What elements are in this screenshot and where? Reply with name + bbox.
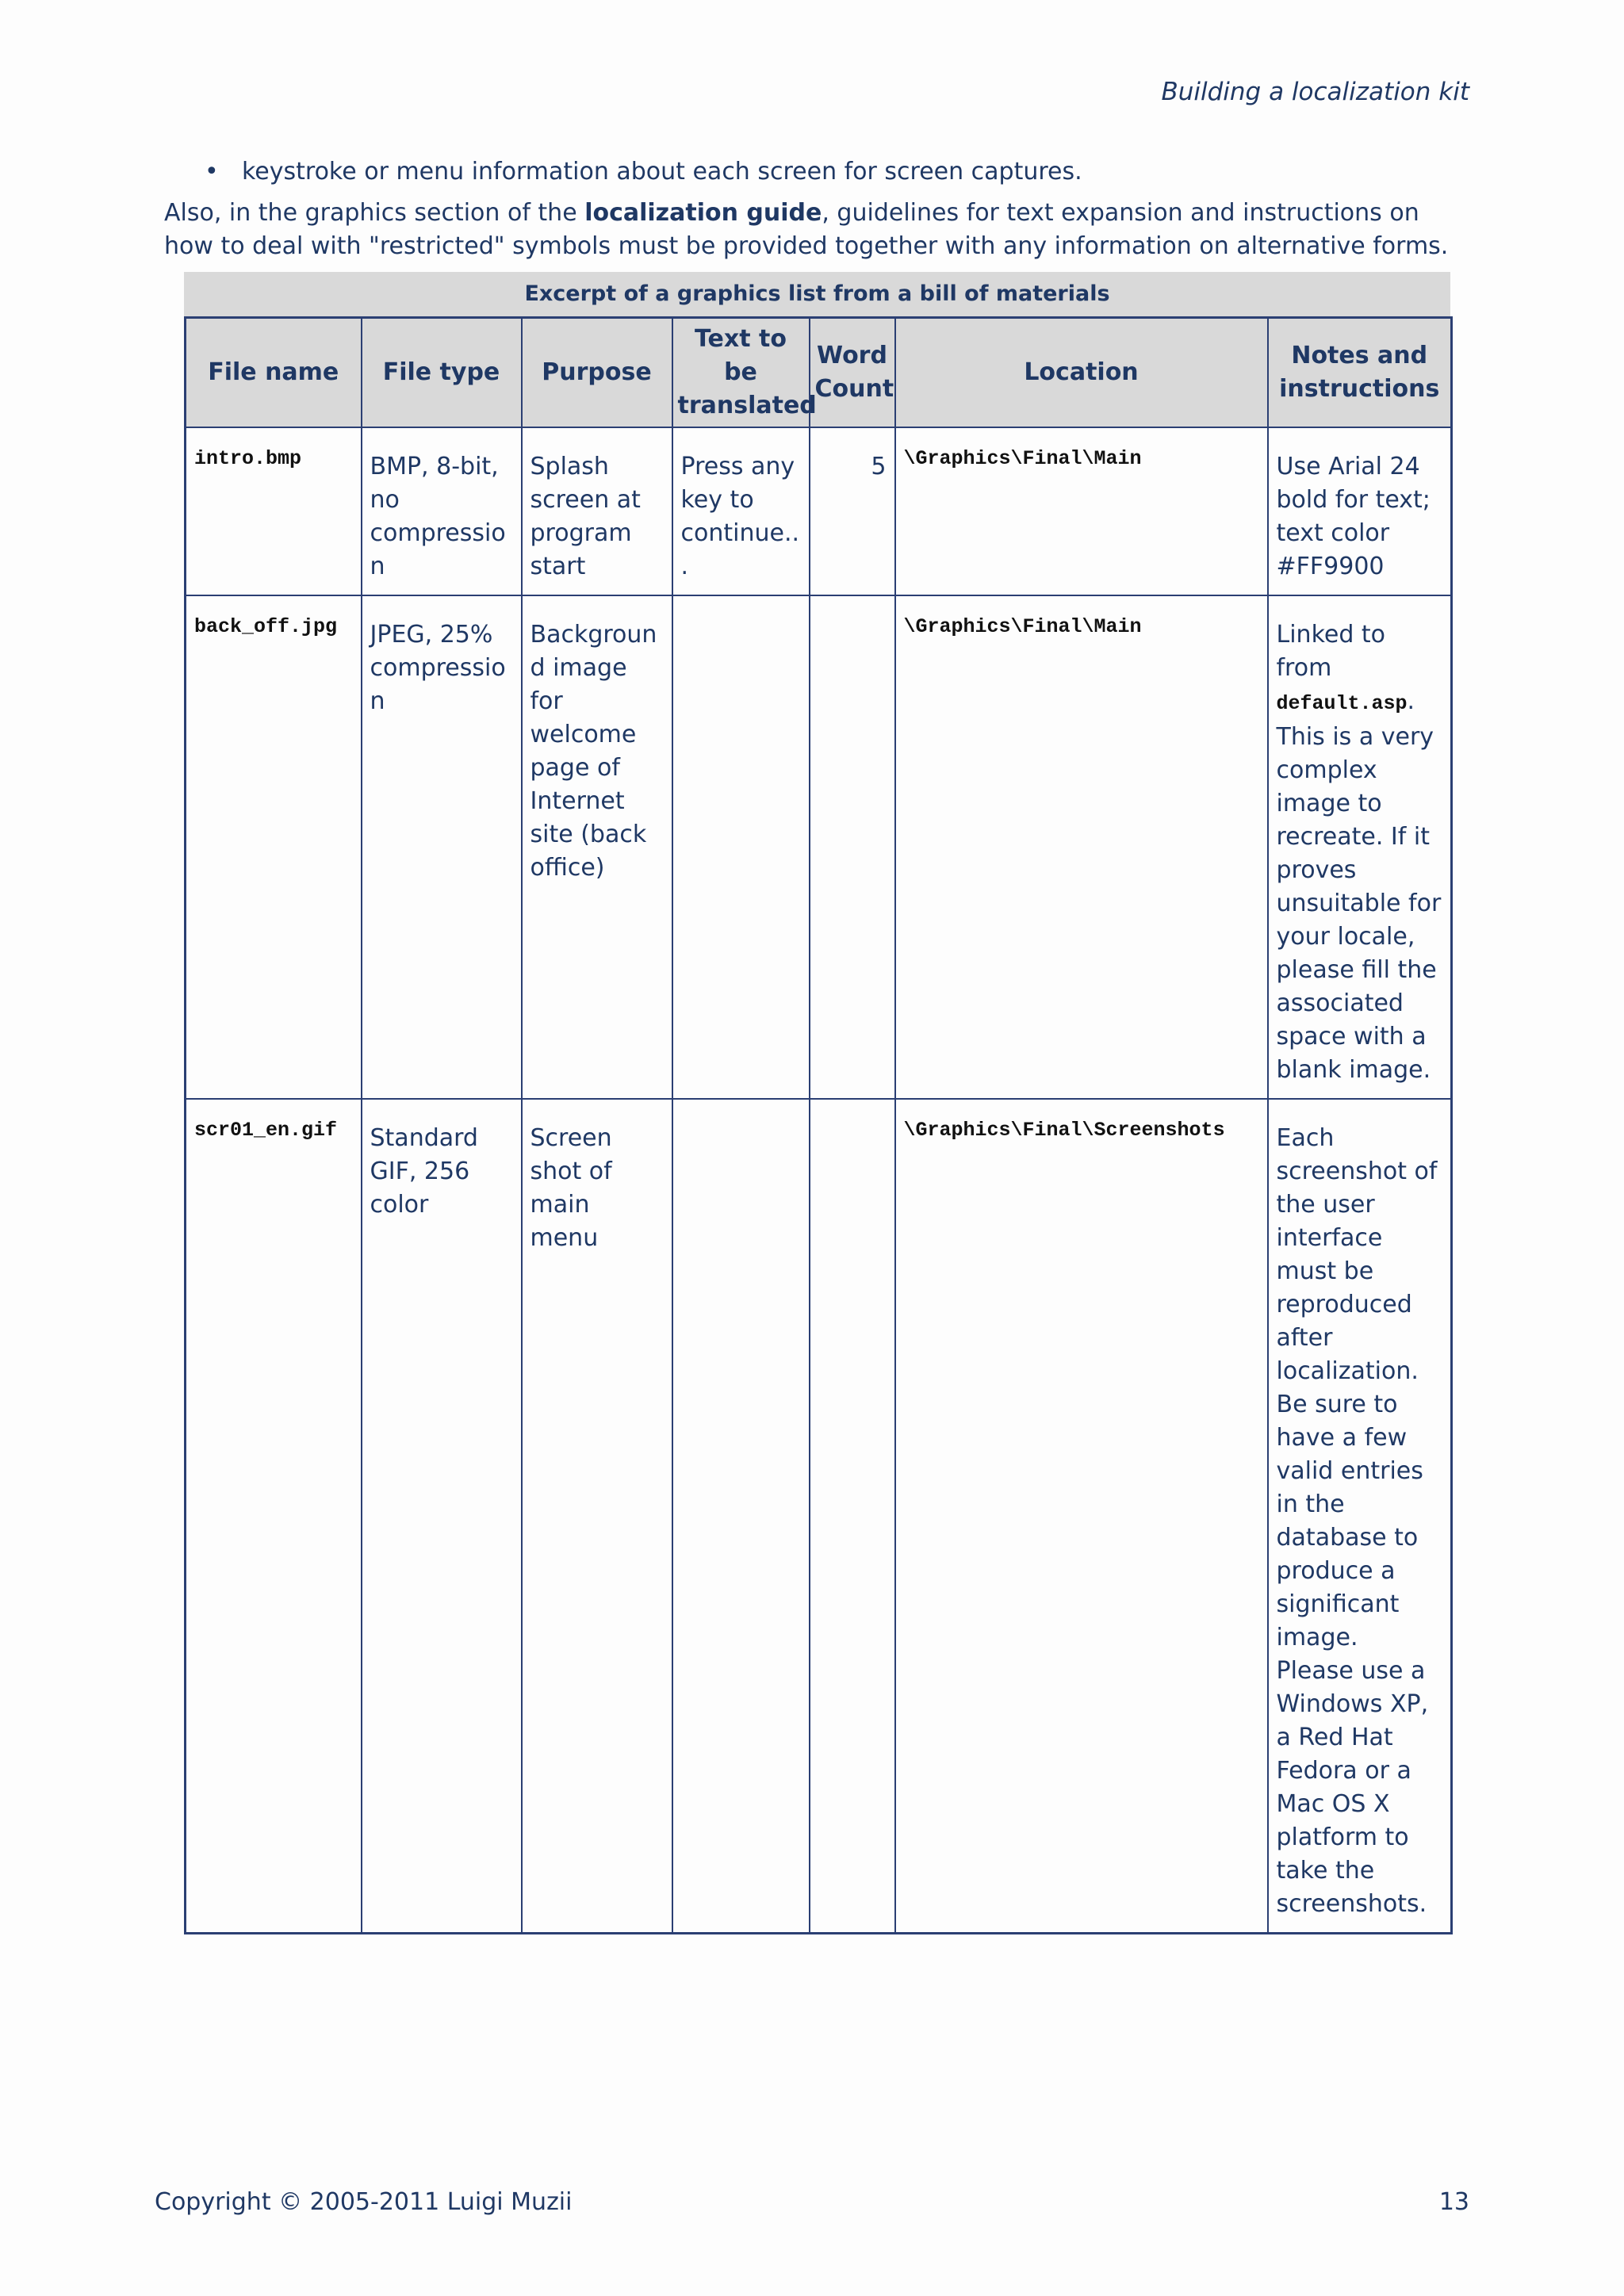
col-header-word-count: Word Count [810, 318, 895, 428]
col-header-file-type: File type [362, 318, 522, 428]
para-prefix: Also, in the graphics section of the [164, 199, 585, 227]
table-header-row [186, 318, 1452, 428]
bullet-text: keystroke or menu information about each screen for screen captures. [242, 158, 1082, 186]
para-bold-term: localization guide [584, 199, 822, 227]
notes-code: default.asp [1276, 692, 1408, 715]
cell-file-name: back_off.jpg [186, 595, 362, 1099]
cell-word-count [810, 1099, 895, 1934]
cell-purpose: Splash screen at program start [522, 427, 672, 595]
col-header-purpose: Purpose [522, 318, 672, 428]
cell-file-type: Standard GIF, 256 color [362, 1099, 522, 1934]
cell-file-name: scr01_en.gif [186, 1099, 362, 1934]
col-header-location: Location [895, 318, 1268, 428]
cell-file-name: intro.bmp [186, 427, 362, 595]
cell-location: \Graphics\Final\Main [895, 427, 1268, 595]
col-header-notes: Notes and instructions [1268, 318, 1452, 428]
cell-file-type: JPEG, 25% compression [362, 595, 522, 1099]
cell-notes: Each screenshot of the user interface must be reproduced after localization. Be sure to have a few valid entries in the database to produce a significant image. Please use a Windows XP, a Red Hat Fedora or a Mac OS X platform to take the screenshots. [1268, 1099, 1452, 1934]
cell-text [672, 595, 810, 1099]
cell-purpose: Screen shot of main menu [522, 1099, 672, 1934]
notes-prefix: Linked to from [1276, 621, 1386, 682]
table-row [186, 1099, 1452, 1934]
cell-purpose: Background image for welcome page of Internet site (back office) [522, 595, 672, 1099]
table-caption: Excerpt of a graphics list from a bill of materials [184, 272, 1450, 316]
cell-word-count: 5 [810, 427, 895, 595]
cell-text [672, 1099, 810, 1934]
intro-paragraph [164, 197, 1465, 263]
footer-page-number: 13 [1438, 2188, 1469, 2216]
running-header: Building a localization kit [1161, 78, 1469, 106]
bullet-item [164, 155, 1465, 189]
bill-of-materials-table [184, 272, 1450, 1934]
cell-notes: Use Arial 24 bold for text; text color #FF9900 [1268, 427, 1452, 595]
cell-location: \Graphics\Final\Screenshots [895, 1099, 1268, 1934]
para-suffix: , guidelines for text expansion and instructions on how to deal with "restricted" symbols must be provided together with any information on alternative forms. [164, 199, 1449, 260]
graphics-list-table [184, 316, 1453, 1934]
cell-file-type: BMP, 8-bit, no compression [362, 427, 522, 595]
table-row [186, 595, 1452, 1099]
cell-text: Press any key to continue... [672, 427, 810, 595]
table-row [186, 427, 1452, 595]
bullet-icon: • [205, 158, 219, 186]
cell-notes [1268, 595, 1452, 1099]
col-header-file-name: File name [186, 318, 362, 428]
col-header-text: Text to be translated [672, 318, 810, 428]
cell-word-count [810, 595, 895, 1099]
footer-copyright: Copyright © 2005-2011 Luigi Muzii [155, 2188, 573, 2216]
body-text [164, 155, 1465, 263]
notes-suffix: . This is a very complex image to recreate. If it proves unsuitable for your locale, please fill the associated space with a blank image. [1276, 687, 1442, 1084]
cell-location: \Graphics\Final\Main [895, 595, 1268, 1099]
